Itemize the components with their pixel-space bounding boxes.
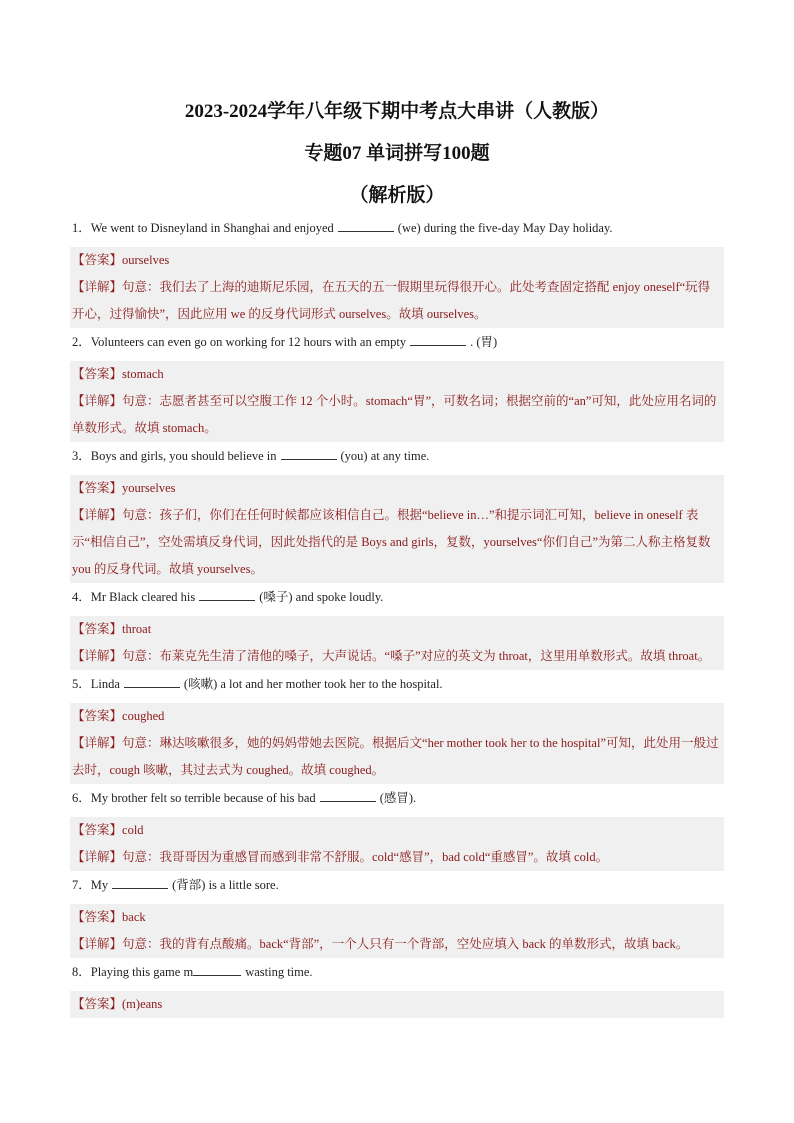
answer-blank <box>320 790 376 802</box>
question-item <box>70 332 724 442</box>
question-item <box>70 962 724 1018</box>
explanation: 【详解】句意：我的背有点酸痛。back“背部”，一个人只有一个背部，空处应填入 back 的单数形式，故填 back。 <box>70 931 724 958</box>
answer-line: 【答案】yourselves <box>70 475 724 502</box>
question-item <box>70 587 724 670</box>
question-text: 3．Boys and girls, you should believe in (you) at any time. <box>72 449 430 463</box>
answer-blank <box>199 589 255 601</box>
explanation: 【详解】句意：我们去了上海的迪斯尼乐园，在五天的五一假期里玩得很开心。此处考查固定搭配 enjoy oneself“玩得开心，过得愉快”，因此应用 we 的反身代词形式 ourselves。故填 ourselves。 <box>70 274 724 328</box>
answer-value: (m)eans <box>122 997 163 1011</box>
answer-value: stomach <box>122 367 164 381</box>
question-item <box>70 218 724 328</box>
answer-line: 【答案】coughed <box>70 703 724 730</box>
answer-line: 【答案】(m)eans <box>70 991 724 1018</box>
answer-line: 【答案】cold <box>70 817 724 844</box>
explanation: 【详解】句意：孩子们，你们在任何时候都应该相信自己。根据“believe in…”和提示词汇可知，believe in oneself 表示“相信自己”，空处需填反身代词，因此处指代的是 Boys and girls，复数，yourselves“你们自己”为第二人称主格复数 you 的反身代词。故填 yourselves。 <box>70 502 724 583</box>
answer-blank <box>281 448 337 460</box>
answer-blank <box>124 676 180 688</box>
answer-line: 【答案】ourselves <box>70 247 724 274</box>
answer-blank <box>410 334 466 346</box>
question-text: 7．My (背部) is a little sore. <box>72 878 279 892</box>
answer-value: ourselves <box>122 253 170 267</box>
question-item <box>70 875 724 958</box>
question-item <box>70 674 724 784</box>
topic-title: 专题07 单词拼写100题 <box>304 143 490 164</box>
question-item <box>70 788 724 871</box>
answer-blank <box>112 877 168 889</box>
question-text: 5．Linda (咳嗽) a lot and her mother took her to the hospital. <box>72 677 443 691</box>
question-text: 1．We went to Disneyland in Shanghai and enjoyed (we) during the five-day May Day holiday. <box>72 221 613 235</box>
document-title: 2023-2024学年八年级下期中考点大串讲（人教版） <box>184 101 610 122</box>
answer-value: throat <box>122 622 152 636</box>
question-text: 4．Mr Black cleared his (嗓子) and spoke loudly. <box>72 590 384 604</box>
explanation: 【详解】句意：布莱克先生清了清他的嗓子，大声说话。“嗓子”对应的英文为 throat，这里用单数形式。故填 throat。 <box>70 643 724 670</box>
question-text: 2．Volunteers can even go on working for 12 hours with an empty . (胃) <box>72 335 498 349</box>
question-item <box>70 446 724 583</box>
answer-line: 【答案】stomach <box>70 361 724 388</box>
question-text: 8．Playing this game m wasting time. <box>72 965 313 979</box>
explanation: 【详解】句意：志愿者甚至可以空腹工作 12 个小时。stomach“胃”，可数名词；根据空前的“an”可知，此处应用名词的单数形式。故填 stomach。 <box>70 388 724 442</box>
answer-value: coughed <box>122 709 165 723</box>
answer-value: yourselves <box>122 481 176 495</box>
answer-value: back <box>122 910 146 924</box>
answer-line: 【答案】back <box>70 904 724 931</box>
answer-line: 【答案】throat <box>70 616 724 643</box>
question-list <box>70 218 724 1018</box>
question-text: 6．My brother felt so terrible because of his bad (感冒). <box>72 791 417 805</box>
answer-value: cold <box>122 823 144 837</box>
answer-blank <box>338 220 394 232</box>
explanation: 【详解】句意：我哥哥因为重感冒而感到非常不舒服。cold“感冒”，bad cold“重感冒”。故填 cold。 <box>70 844 724 871</box>
edition-subtitle: （解析版） <box>349 185 445 206</box>
explanation: 【详解】句意：琳达咳嗽很多，她的妈妈带她去医院。根据后文“her mother took her to the hospital”可知，此处用一般过去时，cough 咳嗽，其过去式为 coughed。故填 coughed。 <box>70 730 724 784</box>
answer-blank <box>193 964 241 976</box>
